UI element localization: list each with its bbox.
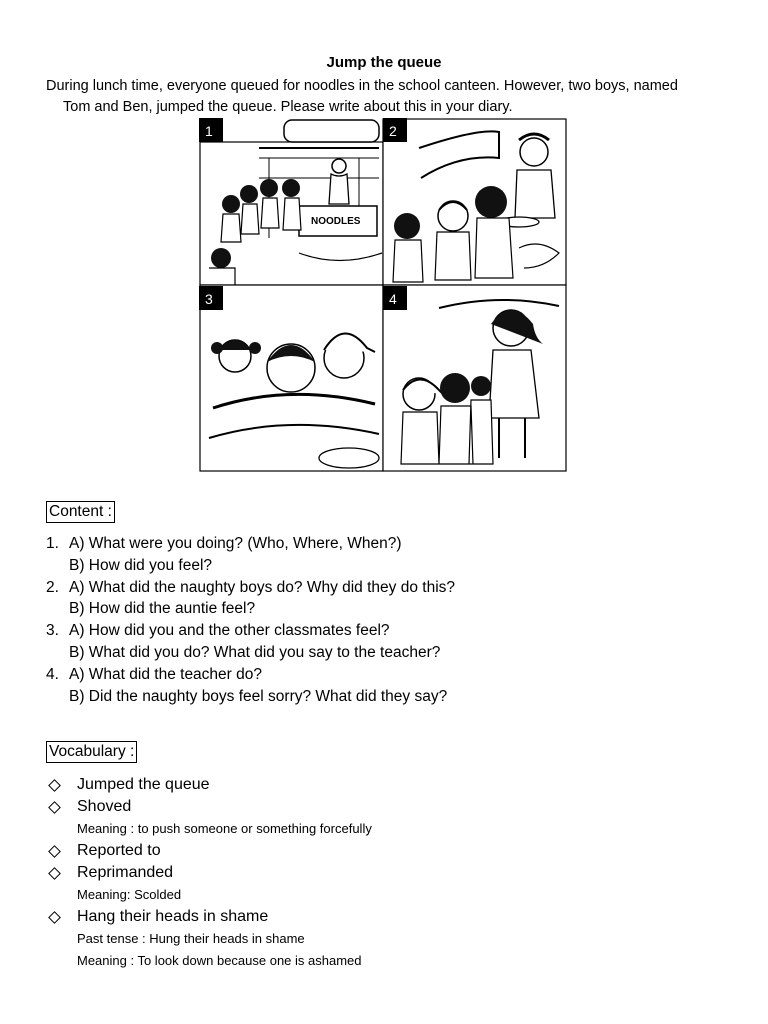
question-number: 4.: [46, 665, 59, 683]
comic-panel-3: [199, 285, 383, 471]
question-b: B) How did the auntie feel?: [69, 600, 256, 618]
noodles-sign: NOODLES: [311, 216, 361, 227]
vocab-meaning: Meaning : To look down because one is ashamed: [77, 953, 362, 968]
question-number: 1.: [46, 535, 59, 552]
vocab-word: Reprimanded: [77, 864, 174, 881]
vocab-item: [46, 840, 372, 862]
panel-number: 2: [389, 123, 397, 139]
list-item: [46, 620, 455, 642]
panel-number: 1: [205, 123, 213, 139]
question-number: 3.: [46, 622, 59, 640]
intro-line-1: During lunch time, everyone queued for noodles in the school canteen. However, two boys, named: [46, 78, 678, 94]
question-a: A) What did the teacher do?: [69, 665, 263, 683]
intro-paragraph: [46, 76, 736, 118]
question-b: B) What did you do? What did you say to the teacher?: [69, 643, 441, 661]
diamond-bullet-icon: [46, 847, 77, 856]
question-list: [46, 533, 455, 707]
vocabulary-heading: Vocabulary :: [46, 741, 137, 763]
intro-line-2: Tom and Ben, jumped the queue. Please write about this in your diary.: [63, 99, 513, 115]
comic-panel-1: [199, 118, 383, 285]
vocab-word: Reported to: [77, 842, 161, 859]
vocab-meaning: Meaning: Scolded: [77, 887, 182, 902]
panel-number: 3: [205, 291, 213, 307]
comic-strip: [199, 118, 567, 472]
list-item: [46, 664, 455, 686]
vocab-item: [46, 862, 372, 884]
page-title: Jump the queue: [326, 54, 442, 71]
vocab-item: [46, 796, 372, 818]
question-a: A) How did you and the other classmates feel?: [69, 622, 390, 640]
vocab-past-tense: Past tense : Hung their heads in shame: [77, 931, 305, 946]
question-a: A) What did the naughty boys do? Why did they do this?: [69, 578, 456, 596]
panel-number: 4: [389, 291, 397, 307]
vocab-word: Shoved: [77, 798, 132, 815]
comic-panel-2: [383, 118, 566, 285]
diamond-bullet-icon: [46, 781, 77, 790]
diamond-bullet-icon: [46, 913, 77, 922]
vocab-item: [46, 774, 372, 796]
question-b: B) How did you feel?: [69, 556, 213, 574]
vocab-word: Jumped the queue: [77, 776, 210, 793]
content-heading: Content :: [46, 501, 115, 523]
question-b: B) Did the naughty boys feel sorry? What did they say?: [69, 687, 448, 705]
comic-panel-4: [383, 285, 566, 471]
vocab-meaning: Meaning : to push someone or something forcefully: [77, 821, 372, 836]
diamond-bullet-icon: [46, 803, 77, 812]
list-item: [46, 533, 455, 555]
vocab-word: Hang their heads in shame: [77, 908, 269, 925]
diamond-bullet-icon: [46, 869, 77, 878]
vocabulary-list: [46, 774, 372, 972]
question-number: 2.: [46, 578, 59, 596]
question-a: A) What were you doing? (Who, Where, When?): [69, 535, 402, 552]
list-item: [46, 577, 455, 599]
vocab-item: [46, 906, 372, 928]
